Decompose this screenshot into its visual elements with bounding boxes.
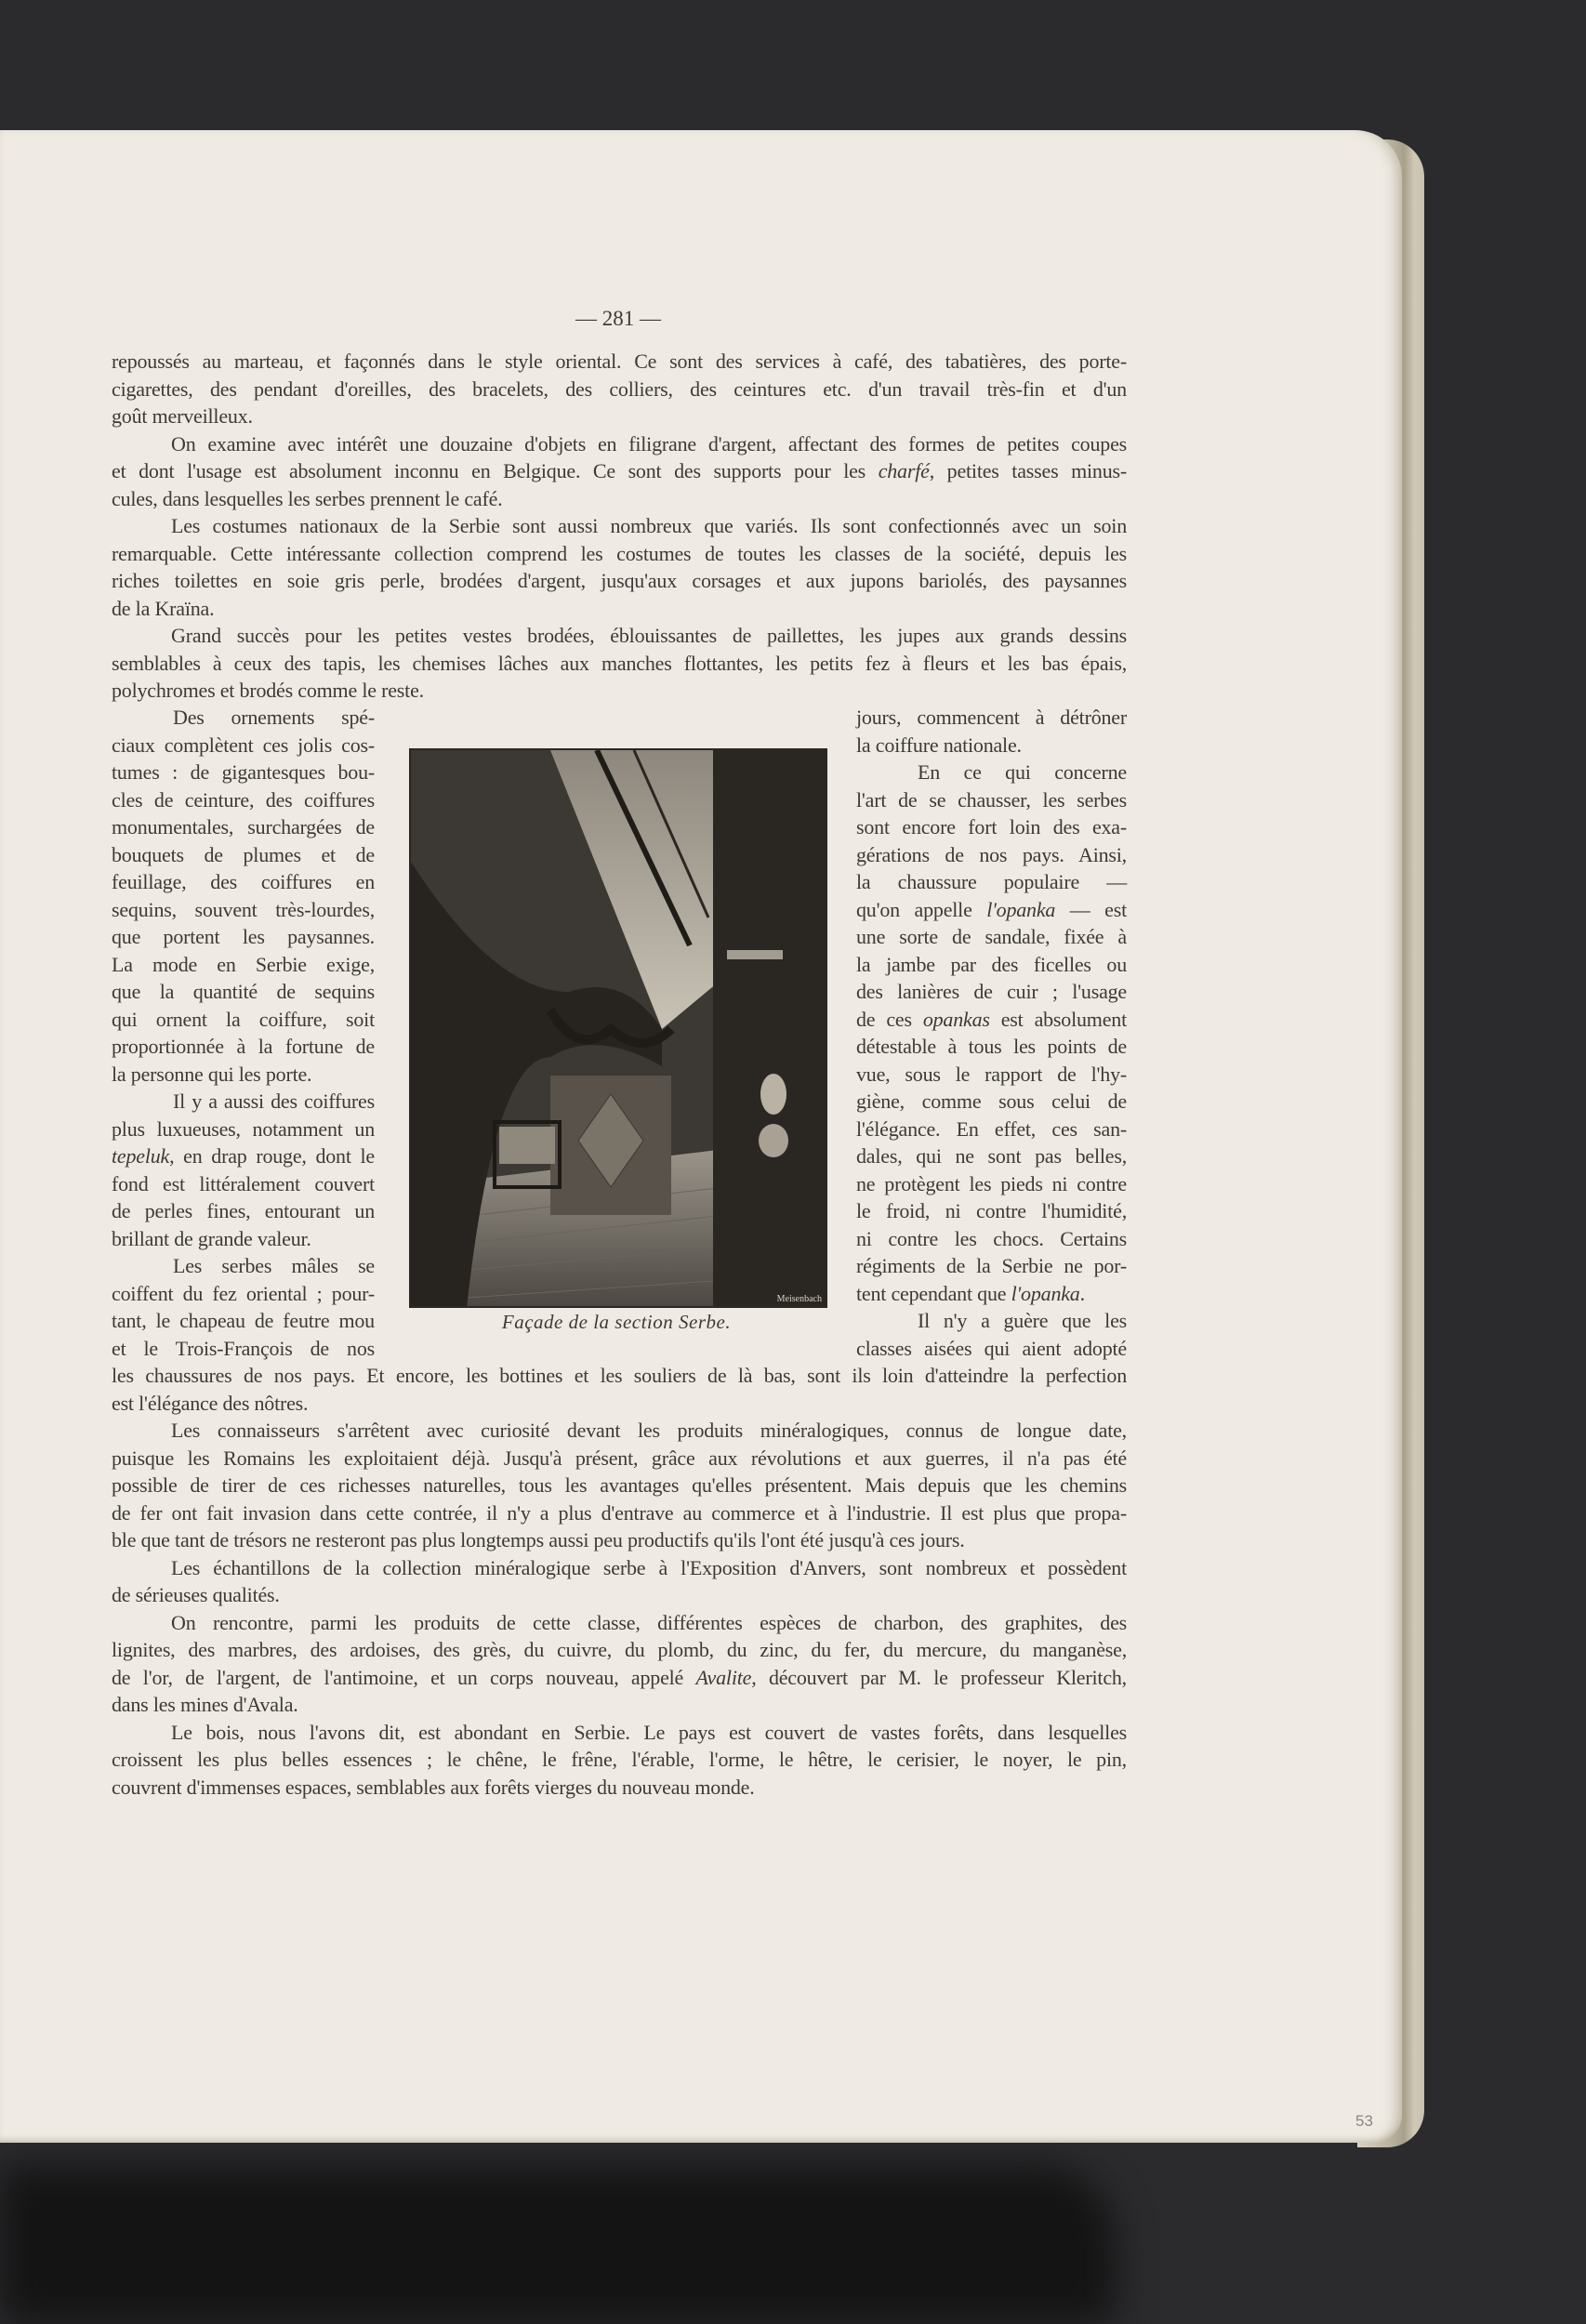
italic-term: l'opanka: [1011, 1281, 1080, 1305]
text-run: La mode en Serbie exige,: [112, 952, 375, 976]
text-run: que portent les paysannes.: [112, 925, 375, 948]
text-line: [856, 1197, 1127, 1225]
text-run: Les costumes nationaux de la Serbie sont aussi nombreux que variés. Ils sont confectionnés avec un soin: [171, 514, 1127, 537]
text-line: [856, 1170, 1127, 1198]
text-line: [112, 1774, 1127, 1802]
text-line: [112, 1006, 375, 1034]
text-line: [112, 868, 375, 896]
text-line: [112, 1197, 375, 1225]
text-run: de fer ont fait invasion dans cette contrée, il n'y a plus d'entrave au commerce et à l'industrie. Il est plus que propa-: [112, 1500, 1127, 1525]
text-run: bouquets de plumes et de: [112, 842, 375, 866]
text-run: Il n'y a guère que les: [918, 1309, 1127, 1332]
text-line: [112, 376, 1127, 403]
text-run: semblables à ceux des tapis, les chemises lâches aux manches flottantes, les petits fez à fleurs et les bas épais,: [112, 651, 1127, 675]
text-line: [112, 348, 1127, 376]
text-run: tent cependant que: [856, 1281, 1011, 1305]
text-line: [856, 1280, 1127, 1308]
text-run: des lanières de cuir ; l'usage: [856, 980, 1127, 1003]
text-line: [112, 1609, 1127, 1637]
text-run: Les connaisseurs s'arrêtent avec curiosité devant les produits minéralogiques, connus de longue date,: [171, 1419, 1127, 1442]
text-line: [856, 841, 1127, 869]
text-run: repoussés au marteau, et façonnés dans le style oriental. Ce sont des services à café, des tabatières, des porte-: [112, 350, 1127, 373]
text-run: Le bois, nous l'avons dit, est abondant en Serbie. Le pays est couvert de vastes forêts, dans lesquelles: [171, 1720, 1127, 1744]
table-shadow: [0, 2166, 1116, 2324]
text-line: [112, 1252, 375, 1280]
text-run: jours, commencent à détrôner: [856, 706, 1127, 729]
text-run: de sérieuses qualités.: [112, 1583, 280, 1606]
text-line: [112, 841, 375, 869]
text-run: monumentales, surchargées de: [112, 815, 375, 838]
text-run: , en drap rouge, dont le: [169, 1144, 375, 1168]
text-run: , découvert par M. le professeur Kleritch,: [751, 1665, 1127, 1689]
text-run: croissent les plus belles essences ; le chêne, le frêne, l'érable, l'orme, le hêtre, le cerisier, le noyer, le pin,: [112, 1748, 1127, 1771]
text-line: [112, 1280, 375, 1308]
text-line: [112, 622, 1127, 650]
text-run: la coiffure nationale.: [856, 733, 1022, 757]
text-run: puisque les Romains les exploitaient déjà. Jusqu'à présent, grâce aux révolutions et aux guerres, il n'a pas été: [112, 1446, 1127, 1470]
photo-illustration: [411, 750, 826, 1306]
text-run: plus luxueuses, notamment un: [112, 1116, 375, 1141]
text-line: [112, 704, 375, 732]
text-line: [112, 457, 1127, 485]
text-line: [856, 1116, 1127, 1143]
text-line: [856, 923, 1127, 951]
text-run: proportionnée à la fortune de: [112, 1035, 375, 1058]
text-line: [112, 1746, 1127, 1774]
text-line: [856, 1033, 1127, 1061]
text-line: [112, 1033, 375, 1061]
text-run: sequins, souvent très-lourdes,: [112, 897, 375, 921]
italic-term: opankas: [922, 1007, 990, 1031]
text-line: [856, 1335, 1127, 1363]
text-run: coiffent du fez oriental ; pour-: [112, 1281, 375, 1305]
text-run: le froid, ni contre l'humidité,: [856, 1199, 1127, 1222]
text-line: [856, 1088, 1127, 1116]
text-line: [112, 430, 1127, 458]
text-line: [112, 403, 1127, 430]
text-line: [856, 732, 1127, 759]
text-run: la chaussure populaire —: [856, 870, 1127, 893]
text-block-top: [112, 348, 1127, 705]
text-run: ble que tant de trésors ne resteront pas plus longtemps aussi peu productifs qu'ils l'ont été jusqu'à ces jours.: [112, 1528, 965, 1552]
text-run: de la Kraïna.: [112, 596, 215, 620]
text-line: [112, 951, 375, 979]
text-run: est l'élégance des nôtres.: [112, 1391, 309, 1415]
text-run: dans les mines d'Avala.: [112, 1693, 298, 1716]
text-run: régiments de la Serbie ne por-: [856, 1254, 1127, 1277]
text-run: et dont l'usage est absolument inconnu en Belgique. Ce sont des supports pour les: [112, 459, 879, 482]
text-run: On rencontre, parmi les produits de cette classe, différentes espèces de charbon, des graphites, des: [171, 1610, 1127, 1634]
text-run: .: [1079, 1281, 1085, 1305]
text-run: tant, le chapeau de feutre mou: [112, 1309, 375, 1332]
text-line: [112, 923, 375, 951]
text-line: [112, 540, 1127, 568]
text-line: [112, 677, 1127, 705]
italic-term: Avalite: [695, 1665, 752, 1689]
text-line: [856, 1307, 1127, 1335]
text-line: [112, 1526, 1127, 1554]
text-line: [856, 951, 1127, 979]
text-line: [856, 1225, 1127, 1253]
text-line: [112, 1390, 1127, 1418]
text-run: giène, comme sous celui de: [856, 1089, 1127, 1113]
text-run: , petites tasses minus-: [929, 459, 1127, 482]
text-run: cules, dans lesquelles les serbes prennent le café.: [112, 486, 503, 510]
text-block-bottom: [112, 1362, 1127, 1801]
text-run: une sorte de sandale, fixée à: [856, 925, 1127, 948]
text-line: [856, 1252, 1127, 1280]
text-line: [856, 868, 1127, 896]
text-line: [112, 1307, 375, 1335]
text-line: [112, 1472, 1127, 1499]
text-line: [112, 1335, 375, 1363]
text-run: classes aisées qui aient adopté: [856, 1336, 1127, 1360]
text-line: [112, 1499, 1127, 1527]
figure-photo-serbian-section: [409, 748, 827, 1308]
text-column-left: [112, 704, 375, 1362]
text-line: [112, 1061, 375, 1089]
text-run: les chaussures de nos pays. Et encore, les bottines et les souliers de là bas, sont ils loin d'atteindre la perfection: [112, 1364, 1127, 1387]
italic-term: charfé: [878, 459, 930, 482]
text-run: goût merveilleux.: [112, 404, 253, 428]
text-run: — est: [1055, 897, 1127, 921]
text-line: [112, 759, 375, 786]
text-line: [856, 813, 1127, 841]
text-line: [112, 1170, 375, 1198]
text-line: [112, 1636, 1127, 1664]
text-run: On examine avec intérêt une douzaine d'objets en filigrane d'argent, affectant des formes de petites coupes: [171, 431, 1127, 456]
text-line: [112, 1225, 375, 1253]
text-run: remarquable. Cette intéressante collection comprend les costumes de toutes les classes de la société, depuis les: [112, 541, 1127, 565]
text-line: [112, 485, 1127, 513]
text-line: [856, 1142, 1127, 1170]
text-line: [856, 1061, 1127, 1089]
text-run: est absolument: [989, 1007, 1127, 1031]
corner-sheet-number: 53: [1355, 2112, 1373, 2130]
text-run: de l'or, de l'argent, de l'antimoine, et un corps nouveau, appelé: [112, 1665, 696, 1689]
text-line: [112, 813, 375, 841]
text-line: [856, 786, 1127, 814]
text-run: couvrent d'immenses espaces, semblables aux forêts vierges du nouveau monde.: [112, 1775, 755, 1799]
text-line: [112, 786, 375, 814]
text-run: l'élégance. En effet, ces san-: [856, 1116, 1127, 1141]
text-run: Il y a aussi des coiffures: [173, 1089, 375, 1113]
text-line: [112, 1362, 1127, 1390]
text-run: détestable à tous les points de: [856, 1035, 1127, 1058]
text-line: [112, 978, 375, 1006]
text-run: ne protègent les pieds ni contre: [856, 1171, 1127, 1195]
text-run: fond est littéralement couvert: [112, 1171, 375, 1195]
page-number: — 281 —: [575, 307, 661, 330]
text-run: riches toilettes en soie gris perle, brodées d'argent, jusqu'aux corsages et aux jupons bariolés, des paysannes: [112, 569, 1127, 592]
italic-term: tepeluk: [112, 1144, 170, 1168]
text-run: feuillage, des coiffures en: [112, 870, 375, 893]
text-line: [112, 1142, 375, 1170]
figure-caption: Façade de la section Serbe.: [501, 1311, 732, 1333]
text-run: qu'on appelle: [856, 897, 987, 921]
text-run: lignites, des marbres, des ardoises, des grès, du cuivre, du plomb, du zinc, du fer, du mercure, du manganèse,: [112, 1638, 1127, 1661]
text-run: de perles fines, entourant un: [112, 1199, 375, 1222]
text-run: Les serbes mâles se: [173, 1254, 375, 1277]
text-run: En ce qui concerne: [918, 760, 1127, 784]
text-run: cles de ceinture, des coiffures: [112, 787, 375, 812]
text-line: [856, 896, 1127, 924]
text-run: de ces: [856, 1007, 923, 1031]
text-run: dales, qui ne sont pas belles,: [856, 1144, 1127, 1168]
text-run: Des ornements spé-: [173, 706, 375, 729]
text-column-right: [856, 704, 1127, 1362]
text-line: [112, 1691, 1127, 1719]
text-run: ni contre les chocs. Certains: [856, 1226, 1127, 1250]
text-line: [112, 1417, 1127, 1445]
text-line: [856, 704, 1127, 732]
text-run: Grand succès pour les petites vestes brodées, éblouissantes de paillettes, les jupes aux grands dessins: [171, 624, 1127, 647]
text-run: qui ornent la coiffure, soit: [112, 1007, 375, 1031]
text-run: ciaux complètent ces jolis cos-: [112, 733, 375, 757]
text-run: cigarettes, des pendant d'oreilles, des bracelets, des colliers, des ceintures etc. d'un travail très-fin et d'un: [112, 376, 1127, 401]
text-run: tumes : de gigantesques bou-: [112, 760, 375, 784]
text-line: [856, 978, 1127, 1006]
text-line: [112, 1088, 375, 1116]
text-run: brillant de grande valeur.: [112, 1226, 311, 1250]
italic-term: l'opanka: [986, 897, 1056, 921]
text-line: [112, 1554, 1127, 1582]
text-line: [112, 896, 375, 924]
text-line: [112, 567, 1127, 595]
text-run: la jambe par des ficelles ou: [856, 952, 1127, 976]
text-line: [856, 759, 1127, 786]
text-run: vue, sous le rapport de l'hy-: [856, 1062, 1127, 1086]
text-line: [112, 1445, 1127, 1472]
text-run: polychromes et brodés comme le reste.: [112, 679, 424, 702]
text-line: [112, 512, 1127, 540]
engraver-signature: Meisenbach: [776, 1294, 822, 1304]
text-run: que la quantité de sequins: [112, 980, 375, 1003]
text-line: [112, 732, 375, 759]
text-run: la personne qui les porte.: [112, 1062, 312, 1086]
text-run: et le Trois-François de nos: [112, 1336, 375, 1360]
text-line: [112, 1719, 1127, 1747]
text-line: [112, 650, 1127, 678]
text-line: [856, 1006, 1127, 1034]
text-line: [112, 1116, 375, 1143]
text-run: gérations de nos pays. Ainsi,: [856, 842, 1127, 866]
text-run: Les échantillons de la collection minéralogique serbe à l'Exposition d'Anvers, sont nombreux et possèdent: [171, 1555, 1127, 1579]
text-line: [112, 1664, 1127, 1692]
text-run: sont encore fort loin des exa-: [856, 815, 1127, 838]
text-line: [112, 595, 1127, 623]
text-run: possible de tirer de ces richesses naturelles, tous les avantages qu'elles présentent. Mais depuis que les chemins: [112, 1473, 1127, 1497]
text-line: [112, 1581, 1127, 1609]
text-run: l'art de se chausser, les serbes: [856, 787, 1127, 812]
